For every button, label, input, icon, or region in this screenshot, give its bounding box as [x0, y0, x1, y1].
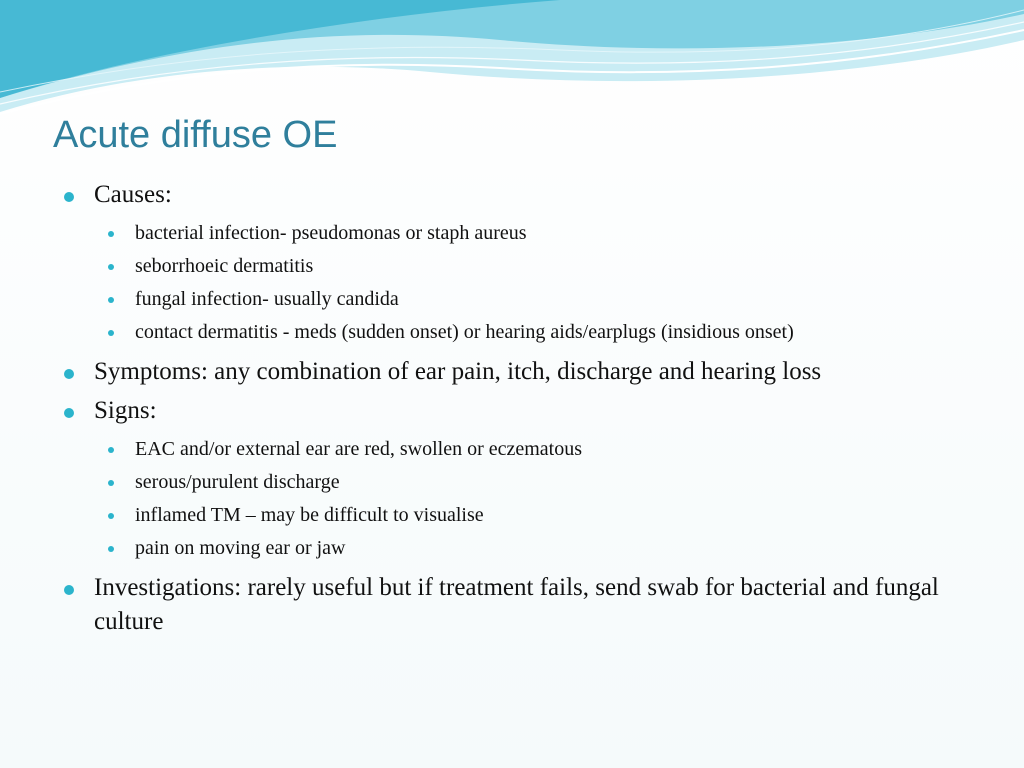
sub-bullet-icon: [108, 546, 114, 552]
signs-sublist: [64, 433, 964, 565]
sub-bullet-text: contact dermatitis - meds (sudden onset) or hearing aids/earplugs (insidious onset): [135, 321, 794, 343]
slide-title: Acute diffuse OE: [53, 114, 338, 156]
slide-content: [64, 178, 964, 644]
bullet-text: Investigations: rarely useful but if treatment fails, send swab for bacterial and fungal culture: [94, 574, 939, 635]
bullet-causes: [64, 178, 964, 212]
bullet-icon: [64, 192, 74, 202]
sub-bullet-icon: [108, 264, 114, 270]
bullet-icon: [64, 369, 74, 379]
bullet-signs: [64, 394, 964, 428]
causes-sublist: [64, 217, 964, 349]
sub-bullet: [64, 250, 964, 283]
bullet-symptoms: [64, 355, 964, 389]
sub-bullet-icon: [108, 513, 114, 519]
bullet-text: Signs:: [94, 397, 157, 424]
sub-bullet-icon: [108, 480, 114, 486]
header-wave-decoration: [0, 0, 1024, 120]
sub-bullet-text: fungal infection- usually candida: [135, 288, 399, 310]
sub-bullet-icon: [108, 447, 114, 453]
sub-bullet: [64, 316, 964, 349]
bullet-text: Symptoms: any combination of ear pain, itch, discharge and hearing loss: [94, 358, 822, 385]
bullet-investigations: [64, 571, 964, 639]
sub-bullet: [64, 532, 964, 565]
bullet-icon: [64, 408, 74, 418]
sub-bullet-text: pain on moving ear or jaw: [135, 537, 346, 559]
sub-bullet: [64, 217, 964, 250]
bullet-icon: [64, 585, 74, 595]
bullet-text: Causes:: [94, 181, 172, 208]
sub-bullet-text: seborrhoeic dermatitis: [135, 255, 314, 277]
sub-bullet: [64, 283, 964, 316]
sub-bullet-text: bacterial infection- pseudomonas or staph aureus: [135, 222, 527, 244]
sub-bullet-text: EAC and/or external ear are red, swollen or eczematous: [135, 438, 583, 460]
sub-bullet-icon: [108, 297, 114, 303]
sub-bullet: [64, 466, 964, 499]
sub-bullet: [64, 499, 964, 532]
sub-bullet: [64, 433, 964, 466]
sub-bullet-text: inflamed TM – may be difficult to visualise: [135, 504, 484, 526]
sub-bullet-icon: [108, 330, 114, 336]
sub-bullet-icon: [108, 231, 114, 237]
sub-bullet-text: serous/purulent discharge: [135, 471, 340, 493]
